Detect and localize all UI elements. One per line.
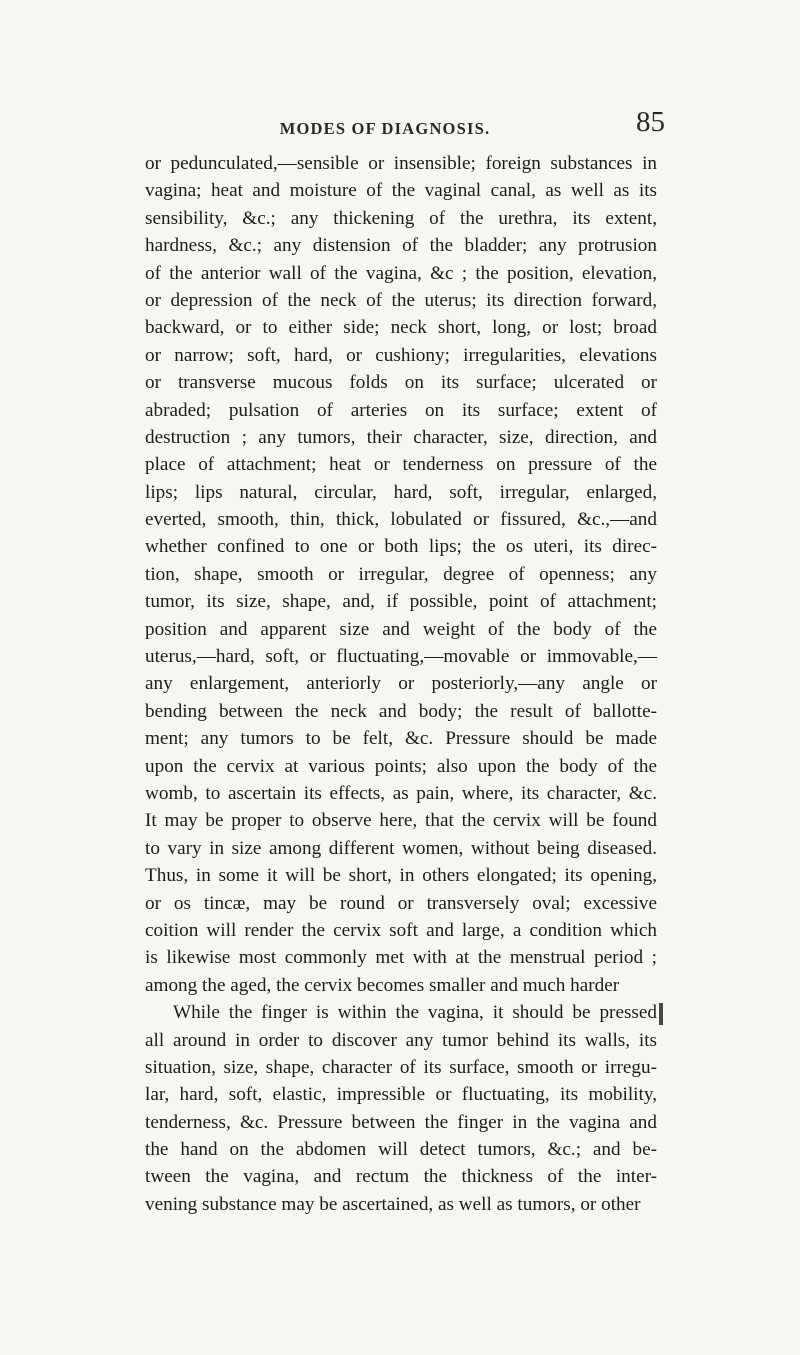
running-header (115, 106, 665, 145)
text-line: tion, shape, smooth or irregular, degree of openness; any (145, 563, 657, 585)
text-line: It may be proper to observe here, that the cervix will be found (145, 810, 657, 832)
text-line: lar, hard, soft, elastic, impressible or fluctuating, its mobility, (145, 1084, 657, 1106)
text-line: any enlargement, anteriorly or posteriorly,—any angle or (145, 673, 657, 695)
text-line: to vary in size among different women, without being diseased. (145, 837, 657, 859)
text-line: abraded; pulsation of arteries on its surface; extent of (145, 399, 657, 421)
text-line: among the aged, the cervix becomes smaller and much harder (145, 974, 620, 996)
text-line: coition will render the cervix soft and large, a condition which (145, 919, 657, 941)
text-line: destruction ; any tumors, their character, size, direction, and (145, 426, 657, 448)
page-title: MODES OF DIAGNOSIS. (279, 119, 491, 138)
text-line: tenderness, &c. Pressure between the finger in the vagina and (145, 1111, 657, 1133)
page-number: 85 (636, 106, 665, 138)
text-line: vening substance may be ascertained, as well as tumors, or other (145, 1193, 641, 1215)
text-line: uterus,—hard, soft, or fluctuating,—movable or immovable,— (145, 646, 657, 668)
text-line: While the finger is within the vagina, it should be pressed (173, 1002, 657, 1024)
text-line: of the anterior wall of the vagina, &c ; the position, elevation, (145, 262, 657, 284)
text-line: all around in order to discover any tumor behind its walls, its (145, 1029, 657, 1051)
body-text (145, 150, 657, 1218)
text-line: is likewise most commonly met with at the menstrual period ; (145, 947, 657, 969)
text-line: hardness, &c.; any distension of the bladder; any protrusion (145, 235, 657, 257)
text-line: or os tincæ, may be round or transversely oval; excessive (145, 892, 657, 914)
text-line: position and apparent size and weight of the body of the (145, 618, 657, 640)
text-line: or transverse mucous folds on its surface; ulcerated or (145, 372, 657, 394)
page-edge-mark (659, 1003, 663, 1025)
text-line: or pedunculated,—sensible or insensible; foreign substances in (145, 153, 657, 174)
text-line: tumor, its size, shape, and, if possible, point of attachment; (145, 591, 657, 613)
text-line: bending between the neck and body; the result of ballotte- (145, 700, 657, 722)
text-line: lips; lips natural, circular, hard, soft, irregular, enlarged, (145, 481, 657, 503)
text-line: Thus, in some it will be short, in others elongated; its opening, (145, 865, 657, 887)
text-line: womb, to ascertain its effects, as pain, where, its character, &c. (145, 782, 657, 804)
text-line: or depression of the neck of the uterus; its direction forward, (145, 289, 657, 311)
text-line: everted, smooth, thin, thick, lobulated or fissured, &c.,—and (145, 509, 657, 531)
text-line: backward, or to either side; neck short, long, or lost; broad (145, 317, 657, 339)
text-line: ment; any tumors to be felt, &c. Pressure should be made (145, 728, 657, 750)
text-line: vagina; heat and moisture of the vaginal canal, as well as its (145, 180, 657, 202)
text-line-wrapper (145, 999, 657, 1026)
text-line: the hand on the abdomen will detect tumors, &c.; and be- (145, 1139, 657, 1161)
text-line: whether confined to one or both lips; the os uteri, its direc- (145, 536, 657, 558)
text-line: or narrow; soft, hard, or cushiony; irregularities, elevations (145, 344, 657, 366)
text-line: tween the vagina, and rectum the thickness of the inter- (145, 1166, 657, 1188)
text-line: sensibility, &c.; any thickening of the urethra, its extent, (145, 207, 657, 229)
text-line: upon the cervix at various points; also upon the body of the (145, 755, 657, 777)
text-line: place of attachment; heat or tenderness on pressure of the (145, 454, 657, 476)
text-line: situation, size, shape, character of its surface, smooth or irregu- (145, 1056, 657, 1078)
